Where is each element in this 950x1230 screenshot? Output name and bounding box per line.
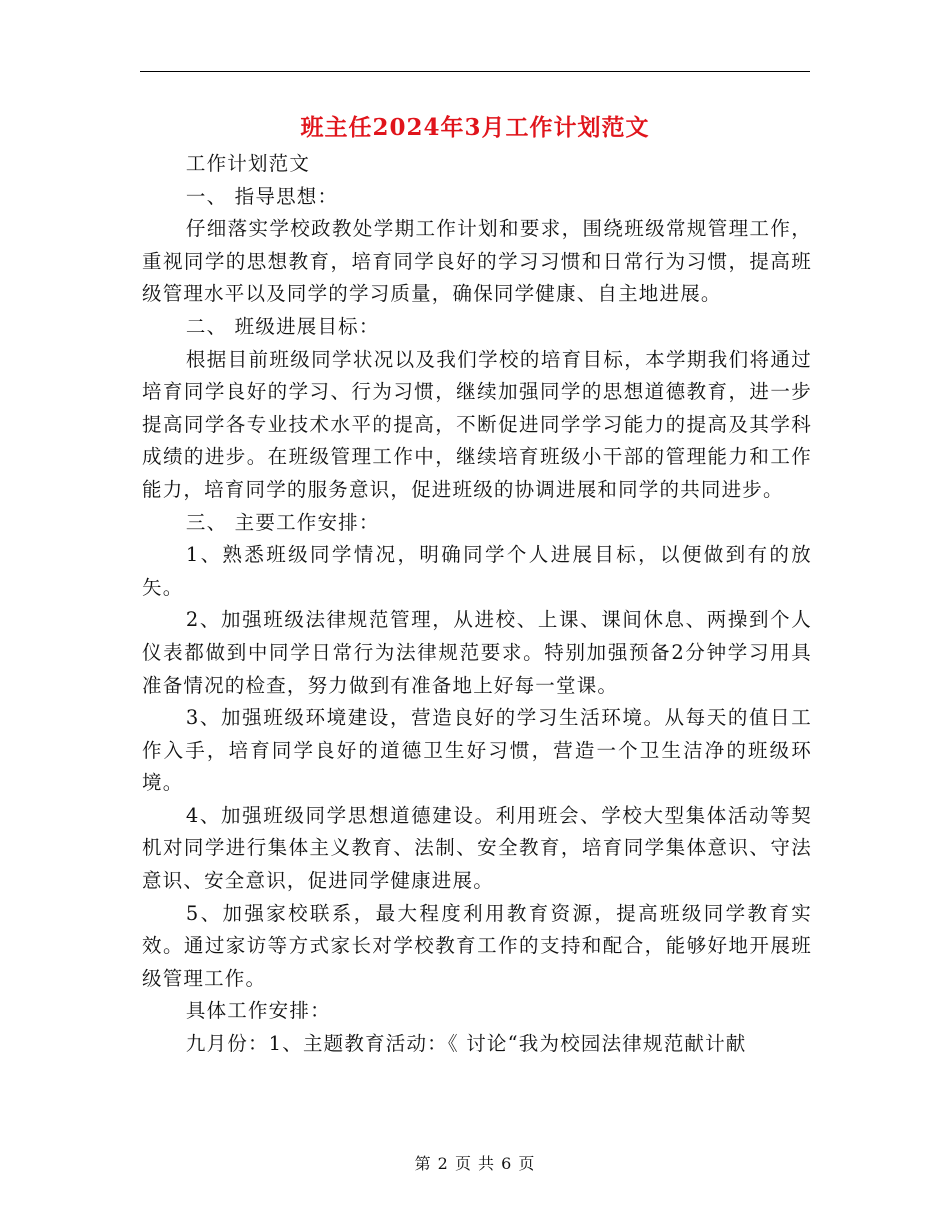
section-heading: 二、 班级进展目标：: [185, 314, 380, 338]
paragraph: 根据目前班级同学状况以及我们学校的培育目标，本学期我们将通过培育同学良好的学习、行为习惯，继续加强同学的思想道德教育，进一步提高同学各专业技术水平的提高，不断促进同学学习能力的提高及其学科成绩的进步。在班级管理工作中，继续培育班级小干部的管理能力和工作能力，培育同学的服务意识，促进班级的协调进展和同学的共同进步。: [142, 347, 812, 501]
list-item: 2、加强班级法律规范管理，从进校、上课、课间休息、两操到个人仪表都做到中同学日常行为法律规范要求。特别加强预备2分钟学习用具准备情况的检查，努力做到有准备地上好每一堂课。: [142, 608, 812, 697]
header-rule: [140, 71, 810, 72]
list-item: 4、加强班级同学思想道德建设。利用班会、学校大型集体活动等契机对同学进行集体主义教育、法制、安全教育，培育同学集体意识、守法意识、安全意识，促进同学健康进展。: [142, 803, 812, 893]
document-title: 班主任2024年3月工作计划范文: [300, 114, 650, 141]
paragraph: 九月份：1、主题教育活动：《 讨论“我为校园法律规范献计献: [185, 1032, 747, 1056]
list-item: 1、熟悉班级同学情况，明确同学个人进展目标，以便做到有的放矢。: [142, 543, 812, 599]
page-footer: 第 2 页 共 6 页: [414, 1154, 536, 1173]
section-heading: 具体工作安排：: [185, 999, 331, 1023]
section-heading: 一、 指导思想：: [185, 184, 339, 208]
paragraph: 仔细落实学校政教处学期工作计划和要求，围绕班级常规管理工作，重视同学的思想教育，培育同学良好的学习习惯和日常行为习惯，提高班级管理水平以及同学的学习质量，确保同学健康、自主地进展。: [142, 217, 812, 306]
document-body: [142, 148, 812, 1061]
list-item: 5、加强家校联系，最大程度利用教育资源，提高班级同学教育实效。通过家访等方式家长对学校教育工作的支持和配合，能够好地开展班级管理工作。: [142, 901, 812, 990]
list-item: 3、加强班级环境建设，营造良好的学习生活环境。从每天的值日工作入手，培育同学良好的道德卫生好习惯，营造一个卫生洁净的班级环境。: [142, 706, 812, 795]
paragraph: 工作计划范文: [185, 152, 311, 175]
section-heading: 三、 主要工作安排：: [185, 510, 380, 534]
